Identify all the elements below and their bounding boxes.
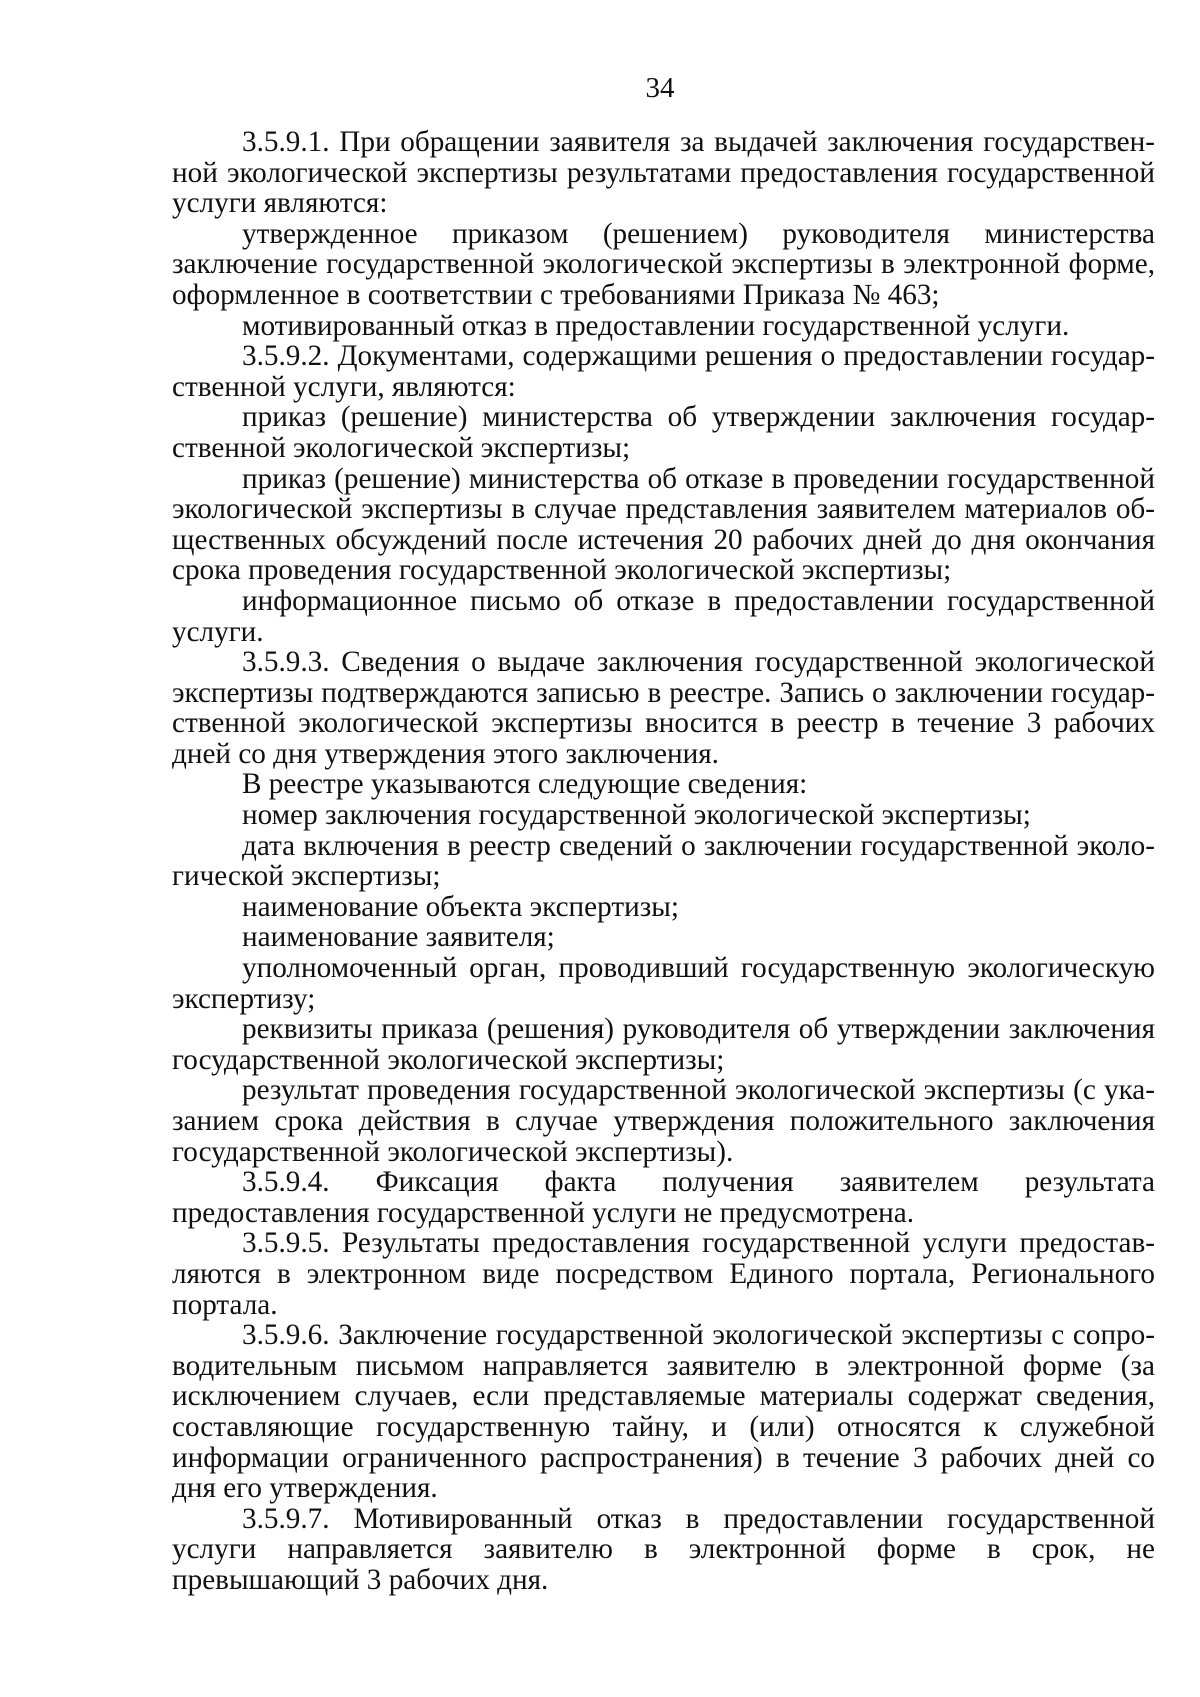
page-number: 34 [645,72,675,104]
document-body [172,127,1155,1596]
registry-item-applicant: наименование заявителя; [242,921,555,954]
registry-item-number: номер заключения государственной экологической экспертизы; [242,799,1031,832]
registry-intro: В реестре указываются следующие сведения: [242,768,808,801]
registry-item-object: наименование объекта экспертизы; [242,890,679,923]
list-item-approved-conclusion: утвержденное приказом (решением) руководителя министерства заключение государственной экологической экспертизы в электронной форме, оформленное в соответствии с требованиями Приказа № 463; [172,217,1155,311]
registry-item-date: дата включения в реестр сведений о заключении государственной экологической экспертизы; [172,829,1155,893]
paragraph-3-5-9-5: 3.5.9.5. Результаты предоставления государственной услуги предоставляются в электронном виде посредством Единого портала, Регионального портала. [172,1227,1155,1321]
list-item-approval-order: приказ (решение) министерства об утверждении заключения государственной экологической экспертизы; [172,401,1155,464]
list-item-motivated-refusal: мотивированный отказ в предоставлении государственной услуги. [242,309,1070,342]
list-item-information-letter: информационное письмо об отказе в предоставлении государственной услуги. [172,584,1155,648]
paragraph-3-5-9-7: 3.5.9.7. Мотивированный отказ в предоставлении государственной услуги направляется заявителю в электронной форме в срок, не превышающий 3 рабочих дня. [172,1502,1155,1596]
paragraph-3-5-9-1: 3.5.9.1. При обращении заявителя за выдачей заключения государственной экологической экспертизы результатами предоставления государственной услуги являются: [172,126,1155,220]
registry-item-authority: уполномоченный орган, проводивший государственную экологическую экспертизу; [172,952,1155,1015]
registry-item-result: результат проведения государственной экологической экспертизы (с указанием срока действия в случае утверждения положительного заключения государственной экологической экспертизы). [172,1074,1155,1168]
paragraph-3-5-9-6: 3.5.9.6. Заключение государственной экологической экспертизы с сопроводительным письмом направляется заявителю в электронной форме (за исключением случаев, если представляемые материалы содержат сведения, составляющие государственную тайну, и (или) относятся к служебной информации ограниченного распространения) в течение 3 рабочих дней со дня его утверждения. [172,1319,1155,1505]
paragraph-3-5-9-3: 3.5.9.3. Сведения о выдаче заключения государственной экологической экспертизы подтверждаются записью в реестре. Запись о заключении государственной экологической экспертизы вносится в реестр в течение 3 рабочих дней со дня утверждения этого заключения. [172,646,1155,770]
paragraph-3-5-9-2: 3.5.9.2. Документами, содержащими решения о предоставлении государственной услуги, являются: [172,340,1155,403]
paragraph-3-5-9-4: 3.5.9.4. Фиксация факта получения заявителем результата предоставления государственной услуги не предусмотрена. [172,1166,1155,1229]
list-item-refusal-order: приказ (решение) министерства об отказе в проведении государственной экологической экспертизы в случае представления заявителем материалов общественных обсуждений после истечения 20 рабочих дней до дня окончания срока проведения государственной экологической экспертизы; [172,462,1155,587]
registry-item-order-details: реквизиты приказа (решения) руководителя об утверждении заключения государственной экологической экспертизы; [172,1013,1155,1076]
